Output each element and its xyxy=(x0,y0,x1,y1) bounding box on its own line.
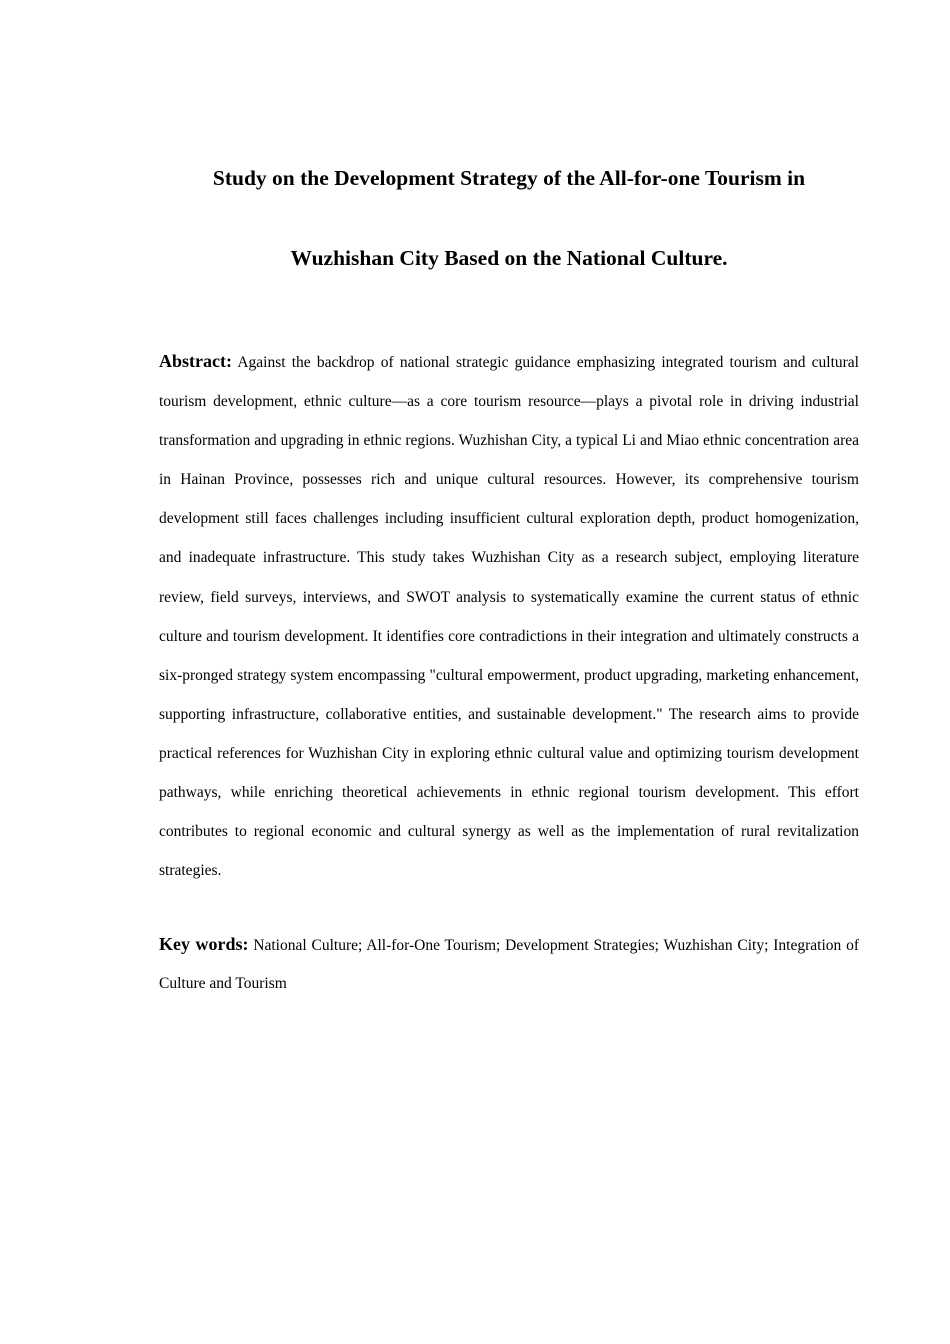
abstract-paragraph xyxy=(159,342,859,890)
abstract-text: Against the backdrop of national strategic guidance emphasizing integrated tourism and cultural tourism development, ethnic culture—as a core tourism resource—plays a pivotal role in driving industrial transformation and upgrading in ethnic regions. Wuzhishan City, a typical Li and Miao ethnic concentration area in Hainan Province, possesses rich and unique cultural resources. However, its comprehensive tourism development still faces challenges including insufficient cultural exploration depth, product homogenization, and inadequate infrastructure. This study takes Wuzhishan City as a research subject, employing literature review, field surveys, interviews, and SWOT analysis to systematically examine the current status of ethnic culture and tourism development. It identifies core contradictions in their integration and ultimately constructs a six-pronged strategy system encompassing "cultural empowerment, product upgrading, marketing enhancement, supporting infrastructure, collaborative entities, and sustainable development." The research aims to provide practical references for Wuzhishan City in exploring ethnic cultural value and optimizing tourism development pathways, while enriching theoretical achievements in ethnic regional tourism development. This effort contributes to regional economic and cultural synergy as well as the implementation of rural revitalization strategies. xyxy=(159,354,859,880)
abstract-label: Abstract: xyxy=(159,351,232,371)
keywords-paragraph xyxy=(159,925,859,1003)
title-line-1: Study on the Development Strategy of the All-for-one Tourism in xyxy=(212,166,806,190)
title-line-2: Wuzhishan City Based on the National Culture. xyxy=(290,246,728,270)
keywords-text: National Culture; All-for-One Tourism; Development Strategies; Wuzhishan City; Integration of Culture and Tourism xyxy=(159,937,859,992)
paper-title xyxy=(159,138,859,298)
keywords-label: Key words: xyxy=(159,934,249,954)
